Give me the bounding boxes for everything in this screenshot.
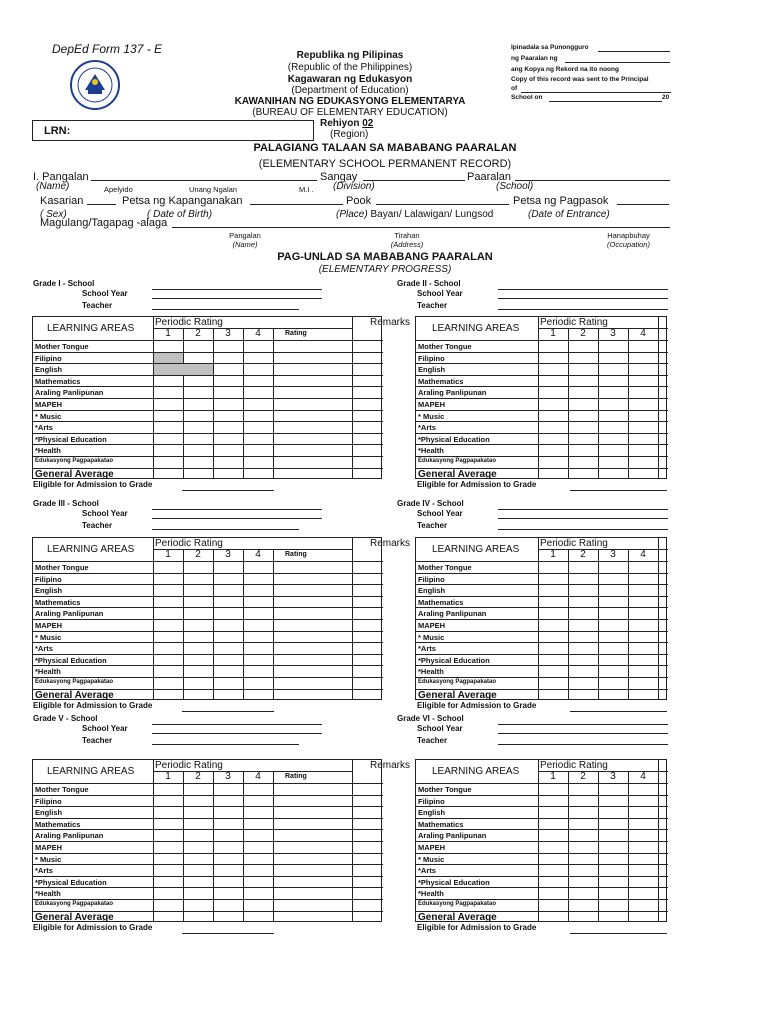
- quarter-4-header: 4: [640, 549, 646, 560]
- row-divider: [33, 642, 383, 643]
- remarks-header: Remarks: [370, 538, 411, 549]
- quarter-2-header: 2: [580, 328, 586, 339]
- name-label: I. Pangalan: [33, 171, 89, 183]
- grade-label-4: Grade V - School: [33, 714, 98, 723]
- grades-table-5: [415, 759, 667, 922]
- grades-table-1: [415, 316, 667, 479]
- remarks-header: Remarks: [370, 760, 411, 771]
- row-divider: [33, 795, 383, 796]
- row-divider: [33, 829, 383, 830]
- subject-label: MAPEH: [35, 400, 63, 409]
- republic-en: (Republic of the Philippines): [287, 62, 413, 73]
- subject-label: Mathematics: [35, 597, 81, 607]
- row-divider: [416, 876, 668, 877]
- row-divider: [33, 864, 383, 865]
- quarter-1-header: 1: [165, 328, 171, 339]
- teacher-label-4: Teacher: [82, 736, 113, 745]
- note-line-6: School on: [511, 94, 543, 101]
- note-line-3: ang Kopya ng Rekord na ito noong: [511, 66, 619, 73]
- eligible-label-3: Eligible for Admission to Grade: [417, 701, 537, 711]
- quarter-4-header: 4: [255, 328, 261, 339]
- kasarian-label: Kasarian: [40, 195, 84, 207]
- header-bottom: [416, 340, 668, 341]
- sangay-field[interactable]: [363, 180, 465, 181]
- school-year-field-2[interactable]: [152, 518, 322, 519]
- subject-label: MAPEH: [35, 843, 63, 852]
- subject-label: *Physical Education: [35, 434, 107, 444]
- row-divider: [416, 433, 668, 434]
- name-field[interactable]: [91, 180, 317, 181]
- subject-label: *Health: [418, 889, 444, 899]
- subject-label: *Physical Education: [35, 877, 107, 887]
- shaded-cell: [154, 364, 213, 375]
- subject-label: General Average: [418, 468, 497, 480]
- row-divider: [416, 887, 668, 888]
- department-title: Kagawaran ng Edukasyon: [287, 74, 413, 85]
- subject-label: *Physical Education: [35, 655, 107, 665]
- row-divider: [416, 631, 668, 632]
- pook-field[interactable]: [376, 204, 509, 205]
- row-divider: [416, 421, 668, 422]
- subject-label: *Health: [35, 889, 61, 899]
- tirahan-en: (Address): [390, 240, 424, 249]
- subject-label: Mathematics: [418, 597, 464, 607]
- quarter-2-header: 2: [580, 549, 586, 560]
- pangalan-label: Pangalan: [229, 231, 261, 240]
- row-divider: [33, 631, 383, 632]
- subject-label: English: [35, 365, 63, 375]
- teacher-field-4[interactable]: [152, 744, 299, 745]
- progress-title-en: (ELEMENTARY PROGRESS): [318, 264, 452, 275]
- row-divider: [33, 899, 383, 900]
- row-divider: [33, 887, 383, 888]
- row-divider: [33, 876, 383, 877]
- row-divider: [33, 410, 383, 411]
- remarks-header: Remarks: [370, 317, 411, 328]
- subject-label: English: [418, 808, 446, 818]
- subject-label: Mother Tongue: [35, 785, 89, 794]
- eligible-field-2[interactable]: [182, 711, 274, 712]
- subject-label: Araling Panlipunan: [35, 831, 104, 841]
- school-year-field-3[interactable]: [498, 518, 668, 519]
- teacher-field-3[interactable]: [498, 529, 668, 530]
- row-divider: [416, 829, 668, 830]
- periodic-rating-header: Periodic Rating: [540, 538, 608, 549]
- note-line-4: Copy of this record was sent to the Principal: [511, 76, 649, 83]
- subject-label: Araling Panlipunan: [418, 831, 487, 841]
- eligible-label-0: Eligible for Admission to Grade: [33, 480, 153, 490]
- dob-en: ( Date of Birth): [147, 209, 213, 220]
- quarter-1-header: 1: [165, 549, 171, 560]
- row-divider: [33, 421, 383, 422]
- teacher-label-1: Teacher: [417, 301, 448, 310]
- quarter-1-header: 1: [550, 549, 556, 560]
- quarter-3-header: 3: [225, 328, 231, 339]
- row-divider: [416, 818, 668, 819]
- row-divider: [33, 398, 383, 399]
- eligible-field-0[interactable]: [182, 490, 274, 491]
- teacher-field-2[interactable]: [152, 529, 299, 530]
- quarter-4-header: 4: [255, 771, 261, 782]
- learning-areas-header: LEARNING AREAS: [47, 544, 135, 555]
- subject-label: Mathematics: [35, 376, 81, 386]
- subject-label: English: [418, 365, 446, 375]
- row-divider: [416, 596, 668, 597]
- grades-table-2: [32, 537, 411, 701]
- quarter-3-header: 3: [225, 771, 231, 782]
- row-divider: [416, 642, 668, 643]
- unang-ngalan-label: Unang Ngalan: [189, 185, 237, 194]
- school-year-label-0: School Year: [82, 289, 128, 298]
- quarter-4-header: 4: [640, 328, 646, 339]
- header-bottom: [33, 783, 383, 784]
- pangalan-en: (Name): [232, 240, 258, 249]
- row-divider: [33, 677, 383, 678]
- subject-label: MAPEH: [418, 400, 446, 409]
- row-divider: [33, 665, 383, 666]
- school-field-3[interactable]: [498, 509, 668, 510]
- subject-label: Mathematics: [418, 819, 464, 829]
- row-divider: [33, 444, 383, 445]
- row-divider: [33, 584, 383, 585]
- learning-areas-header: LEARNING AREAS: [47, 323, 135, 334]
- record-title-en: (ELEMENTARY SCHOOL PERMANENT RECORD): [258, 158, 512, 170]
- school-field-1[interactable]: [498, 289, 668, 290]
- subject-label: *Arts: [418, 644, 436, 654]
- teacher-label-5: Teacher: [417, 736, 448, 745]
- subject-label: Mother Tongue: [418, 342, 472, 351]
- row-divider: [33, 433, 383, 434]
- quarter-1-header: 1: [550, 328, 556, 339]
- subject-label: *Arts: [35, 866, 53, 876]
- subject-label: *Health: [35, 667, 61, 677]
- subject-label: *Arts: [418, 423, 436, 433]
- subject-label: * Music: [35, 854, 62, 864]
- quarter-3-header: 3: [225, 549, 231, 560]
- subject-label: *Health: [35, 446, 61, 456]
- row-divider: [33, 853, 383, 854]
- guardian-field[interactable]: [172, 227, 670, 228]
- grades-table-3: [415, 537, 667, 700]
- eligible-field-4[interactable]: [182, 933, 274, 934]
- row-divider: [33, 456, 383, 457]
- subject-label: Mother Tongue: [35, 342, 89, 351]
- row-divider: [33, 375, 383, 376]
- row-divider: [33, 573, 383, 574]
- subject-label: Filipino: [35, 353, 62, 363]
- subject-label: General Average: [35, 911, 114, 923]
- apelyido-label: Apelyido: [104, 185, 133, 194]
- quarter-2-header: 2: [580, 771, 586, 782]
- mi-label: M.I .: [299, 185, 314, 194]
- record-title: PALAGIANG TALAAN SA MABABANG PAARALAN: [253, 142, 517, 154]
- subject-label: *Physical Education: [418, 434, 490, 444]
- subject-label: *Health: [418, 667, 444, 677]
- grade-label-5: Grade VI - School: [397, 714, 464, 723]
- school-field-0[interactable]: [152, 289, 322, 290]
- row-divider: [416, 573, 668, 574]
- teacher-label-2: Teacher: [82, 521, 113, 530]
- subject-label: Mother Tongue: [418, 785, 472, 794]
- hanapbuhay-en: (Occupation): [607, 240, 650, 249]
- final-rating-header: Rating: [285, 330, 307, 337]
- subject-label: MAPEH: [418, 843, 446, 852]
- guardian-label: Magulang/Tagapag -alaga: [40, 217, 168, 229]
- tirahan-label: Tirahan: [394, 231, 420, 240]
- subject-label: *Physical Education: [418, 655, 490, 665]
- learning-areas-header: LEARNING AREAS: [47, 766, 135, 777]
- bureau-title: KAWANIHAN NG EDUKASYONG ELEMENTARYA: [234, 96, 466, 107]
- learning-areas-header: LEARNING AREAS: [432, 544, 520, 555]
- shaded-cell: [154, 353, 183, 364]
- subject-label: General Average: [418, 689, 497, 701]
- learning-areas-header: LEARNING AREAS: [432, 323, 520, 334]
- school-year-label-2: School Year: [82, 509, 128, 518]
- subject-label: Filipino: [418, 353, 445, 363]
- note-line-6-end: 20: [662, 94, 670, 101]
- row-divider: [416, 677, 668, 678]
- quarter-1-header: 1: [550, 771, 556, 782]
- row-divider: [33, 654, 383, 655]
- subject-label: * Music: [418, 411, 445, 421]
- deped-seal-icon: [58, 60, 132, 110]
- subject-label: * Music: [35, 632, 62, 642]
- row-divider: [416, 363, 668, 364]
- periodic-rating-header: Periodic Rating: [155, 317, 223, 328]
- row-divider: [33, 841, 383, 842]
- subject-label: Mother Tongue: [418, 563, 472, 572]
- name-en: (Name): [36, 181, 70, 192]
- subject-label: MAPEH: [418, 621, 446, 630]
- region-en: (Region): [330, 129, 369, 140]
- subject-label: Filipino: [418, 796, 445, 806]
- row-divider: [33, 386, 383, 387]
- row-divider: [33, 806, 383, 807]
- row-divider: [416, 386, 668, 387]
- row-divider: [416, 584, 668, 585]
- entrance-field[interactable]: [617, 204, 669, 205]
- row-divider: [33, 818, 383, 819]
- row-divider: [416, 444, 668, 445]
- subject-label: *Arts: [35, 644, 53, 654]
- teacher-label-0: Teacher: [82, 301, 113, 310]
- row-divider: [33, 596, 383, 597]
- subject-label: English: [35, 808, 63, 818]
- row-divider: [33, 607, 383, 608]
- division-en: (Division): [333, 181, 375, 192]
- row-divider: [416, 410, 668, 411]
- row-divider: [416, 375, 668, 376]
- hanapbuhay-label: Hanapbuhay: [607, 231, 650, 240]
- note-line-5: of: [511, 85, 518, 92]
- row-divider: [416, 619, 668, 620]
- row-divider: [416, 899, 668, 900]
- row-divider: [416, 841, 668, 842]
- row-divider: [416, 864, 668, 865]
- subject-label: English: [418, 586, 446, 596]
- quarter-2-header: 2: [195, 328, 201, 339]
- subject-label: Filipino: [418, 574, 445, 584]
- row-divider: [416, 654, 668, 655]
- subject-label: *Arts: [35, 423, 53, 433]
- row-divider: [416, 456, 668, 457]
- eligible-label-2: Eligible for Admission to Grade: [33, 701, 153, 711]
- school-en: (School): [496, 181, 534, 192]
- quarter-2-header: 2: [195, 549, 201, 560]
- periodic-rating-header: Periodic Rating: [155, 538, 223, 549]
- pook-label: Pook: [346, 195, 372, 207]
- eligible-label-1: Eligible for Admission to Grade: [417, 480, 537, 490]
- sex-en: ( Sex): [40, 209, 67, 220]
- grade-label-2: Grade III - School: [33, 499, 99, 508]
- subject-label: Edukasyong Pagpapakatao: [35, 901, 114, 907]
- quarter-1-header: 1: [165, 771, 171, 782]
- subject-label: * Music: [418, 854, 445, 864]
- eligible-field-3[interactable]: [570, 711, 667, 712]
- row-divider: [416, 665, 668, 666]
- learning-areas-header: LEARNING AREAS: [432, 766, 520, 777]
- school-field-5[interactable]: [498, 724, 668, 725]
- department-en: (Department of Education): [291, 85, 409, 96]
- sangay-label: Sangay: [320, 171, 358, 183]
- subject-label: Mathematics: [35, 819, 81, 829]
- row-divider: [33, 619, 383, 620]
- entrance-label: Petsa ng Pagpasok: [513, 195, 609, 207]
- subject-label: Edukasyong Pagpapakatao: [35, 458, 114, 464]
- birth-label: Petsa ng Kapanganakan: [122, 195, 243, 207]
- header-bottom: [416, 783, 668, 784]
- final-rating-header: Rating: [285, 773, 307, 780]
- subject-label: Edukasyong Pagpapakatao: [35, 679, 114, 685]
- place-en: (Place) Bayan/ Lalawigan/ Lungsod: [336, 209, 494, 220]
- paaralan-field[interactable]: [515, 180, 670, 181]
- quarter-3-header: 3: [610, 549, 616, 560]
- row-divider: [416, 607, 668, 608]
- subject-label: Filipino: [35, 574, 62, 584]
- grades-table-0: [32, 316, 411, 480]
- school-year-field-1[interactable]: [498, 298, 668, 299]
- eligible-label-4: Eligible for Admission to Grade: [33, 923, 153, 933]
- school-year-label-1: School Year: [417, 289, 463, 298]
- teacher-field-0[interactable]: [152, 309, 299, 310]
- teacher-field-1[interactable]: [498, 309, 668, 310]
- quarter-3-header: 3: [610, 771, 616, 782]
- school-year-field-4[interactable]: [152, 733, 322, 734]
- subject-label: *Arts: [418, 866, 436, 876]
- form-name: DepEd Form 137 - E: [52, 42, 163, 56]
- header-bottom: [33, 340, 383, 341]
- teacher-label-3: Teacher: [417, 521, 448, 530]
- subject-label: Araling Panlipunan: [418, 388, 487, 398]
- subject-label: * Music: [35, 411, 62, 421]
- school-year-label-5: School Year: [417, 724, 463, 733]
- header-bottom: [416, 561, 668, 562]
- note-line-1: Ipinadala sa Punongguro: [511, 44, 589, 51]
- row-divider: [33, 352, 383, 353]
- row-divider: [416, 795, 668, 796]
- lrn-box[interactable]: [32, 120, 314, 141]
- progress-title: PAG-UNLAD SA MABABANG PAARALAN: [277, 251, 493, 263]
- quarter-3-header: 3: [610, 328, 616, 339]
- row-divider: [416, 398, 668, 399]
- quarter-4-header: 4: [255, 549, 261, 560]
- school-year-label-4: School Year: [82, 724, 128, 733]
- subject-label: Mother Tongue: [35, 563, 89, 572]
- school-year-field-0[interactable]: [152, 298, 322, 299]
- subject-label: Edukasyong Pagpapakatao: [418, 679, 497, 685]
- note-line-2: ng Paaralan ng: [511, 55, 558, 62]
- grade-label-0: Grade I - School: [33, 279, 95, 288]
- periodic-rating-header: Periodic Rating: [155, 760, 223, 771]
- row-divider: [416, 806, 668, 807]
- subject-label: *Health: [418, 446, 444, 456]
- periodic-rating-header: Periodic Rating: [540, 760, 608, 771]
- subject-label: Edukasyong Pagpapakatao: [418, 458, 497, 464]
- paaralan-label: Paaralan: [467, 171, 512, 183]
- subject-label: General Average: [418, 911, 497, 923]
- birth-field[interactable]: [250, 204, 343, 205]
- subject-label: Filipino: [35, 796, 62, 806]
- periodic-rating-header: Periodic Rating: [540, 317, 608, 328]
- republic-title: Republika ng Pilipinas: [296, 50, 404, 61]
- region-label: Rehiyon 02: [320, 118, 374, 129]
- subject-label: *Physical Education: [418, 877, 490, 887]
- kasarian-field[interactable]: [87, 204, 116, 205]
- subject-label: Edukasyong Pagpapakatao: [418, 901, 497, 907]
- subject-label: Mathematics: [418, 376, 464, 386]
- lrn-label: LRN:: [44, 125, 71, 137]
- school-field-2[interactable]: [152, 509, 322, 510]
- eligible-field-1[interactable]: [570, 490, 667, 491]
- quarter-4-header: 4: [640, 771, 646, 782]
- subject-label: English: [35, 586, 63, 596]
- final-rating-header: Rating: [285, 551, 307, 558]
- school-year-label-3: School Year: [417, 509, 463, 518]
- quarter-2-header: 2: [195, 771, 201, 782]
- entrance-en: (Date of Entrance): [528, 209, 610, 220]
- grade-label-3: Grade IV - School: [397, 499, 464, 508]
- eligible-label-5: Eligible for Admission to Grade: [417, 923, 537, 933]
- subject-label: Araling Panlipunan: [35, 609, 104, 619]
- subject-label: General Average: [35, 468, 114, 480]
- subject-label: * Music: [418, 632, 445, 642]
- teacher-field-5[interactable]: [498, 744, 668, 745]
- row-divider: [416, 352, 668, 353]
- grade-label-1: Grade II - School: [397, 279, 461, 288]
- header-bottom: [33, 561, 383, 562]
- row-divider: [416, 853, 668, 854]
- subject-label: Araling Panlipunan: [35, 388, 104, 398]
- eligible-field-5[interactable]: [570, 933, 667, 934]
- bureau-en: (BUREAU OF ELEMENTARY EDUCATION): [252, 107, 448, 118]
- subject-label: Araling Panlipunan: [418, 609, 487, 619]
- school-field-4[interactable]: [152, 724, 322, 725]
- subject-label: MAPEH: [35, 621, 63, 630]
- school-year-field-5[interactable]: [498, 733, 668, 734]
- subject-label: General Average: [35, 689, 114, 701]
- grades-table-4: [32, 759, 411, 923]
